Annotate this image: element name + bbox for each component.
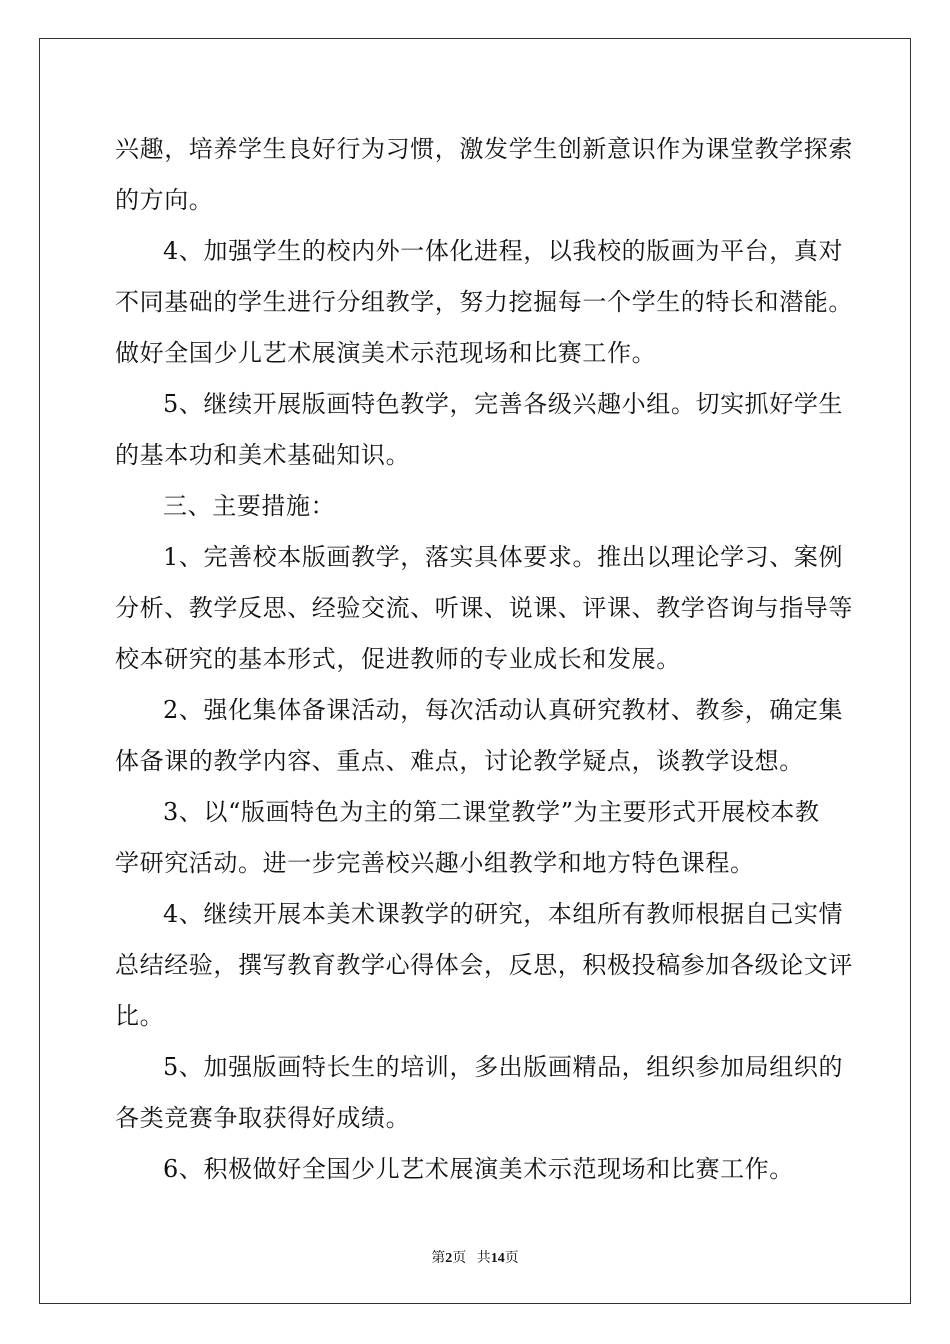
text-line: 的基本功和美术基础知识。 (115, 441, 411, 469)
paragraph-start: 2、强化集体备课活动，每次活动认真研究教材、教参，确定集 (163, 696, 844, 724)
paragraph-start: 1、完善校本版画教学，落实具体要求。推出以理论学习、案例 (163, 543, 844, 571)
text-line: 比。 (115, 1002, 165, 1030)
document-body (115, 124, 853, 1195)
footer-middle: 页 共 (452, 1251, 491, 1266)
paragraph-start: 5、加强版画特长生的培训，多出版画精品，组织参加局组织的 (163, 1053, 844, 1081)
text-line: 总结经验，撰写教育教学心得体会，反思，积极投稿参加各级论文评 (115, 951, 853, 979)
text-line: 做好全国少儿艺术展演美术示范现场和比赛工作。 (115, 339, 657, 367)
paragraph-start: 3、以“版画特色为主的第二课堂教学”为主要形式开展校本教 (163, 798, 820, 826)
paragraph-start: 5、继续开展版画特色教学，完善各级兴趣小组。切实抓好学生 (163, 390, 844, 418)
footer-prefix: 第 (431, 1251, 446, 1266)
text-line: 各类竞赛争取获得好成绩。 (115, 1104, 411, 1132)
paragraph-start: 4、继续开展本美术课教学的研究，本组所有教师根据自己实情 (163, 900, 844, 928)
text-line: 兴趣，培养学生良好行为习惯，激发学生创新意识作为课堂教学探索 (115, 135, 853, 163)
section-heading: 三、主要措施： (163, 492, 336, 520)
current-page-number: 2 (445, 1251, 453, 1266)
text-line: 不同基础的学生进行分组教学，努力挖掘每一个学生的特长和潜能。 (115, 288, 853, 316)
total-pages-number: 14 (490, 1251, 505, 1266)
text-line: 体备课的教学内容、重点、难点，讨论教学疑点，谈教学设想。 (115, 747, 804, 775)
text-line: 分析、教学反思、经验交流、听课、说课、评课、教学咨询与指导等 (115, 594, 853, 622)
text-line: 学研究活动。进一步完善校兴趣小组教学和地方特色课程。 (115, 849, 755, 877)
paragraph-start: 6、积极做好全国少儿艺术展演美术示范现场和比赛工作。 (163, 1155, 794, 1183)
footer-suffix: 页 (504, 1251, 519, 1266)
text-line: 的方向。 (115, 186, 214, 214)
page-footer (0, 1247, 950, 1267)
paragraph-start: 4、加强学生的校内外一体化进程，以我校的版画为平台，真对 (163, 237, 844, 265)
text-line: 校本研究的基本形式，促进教师的专业成长和发展。 (115, 645, 681, 673)
